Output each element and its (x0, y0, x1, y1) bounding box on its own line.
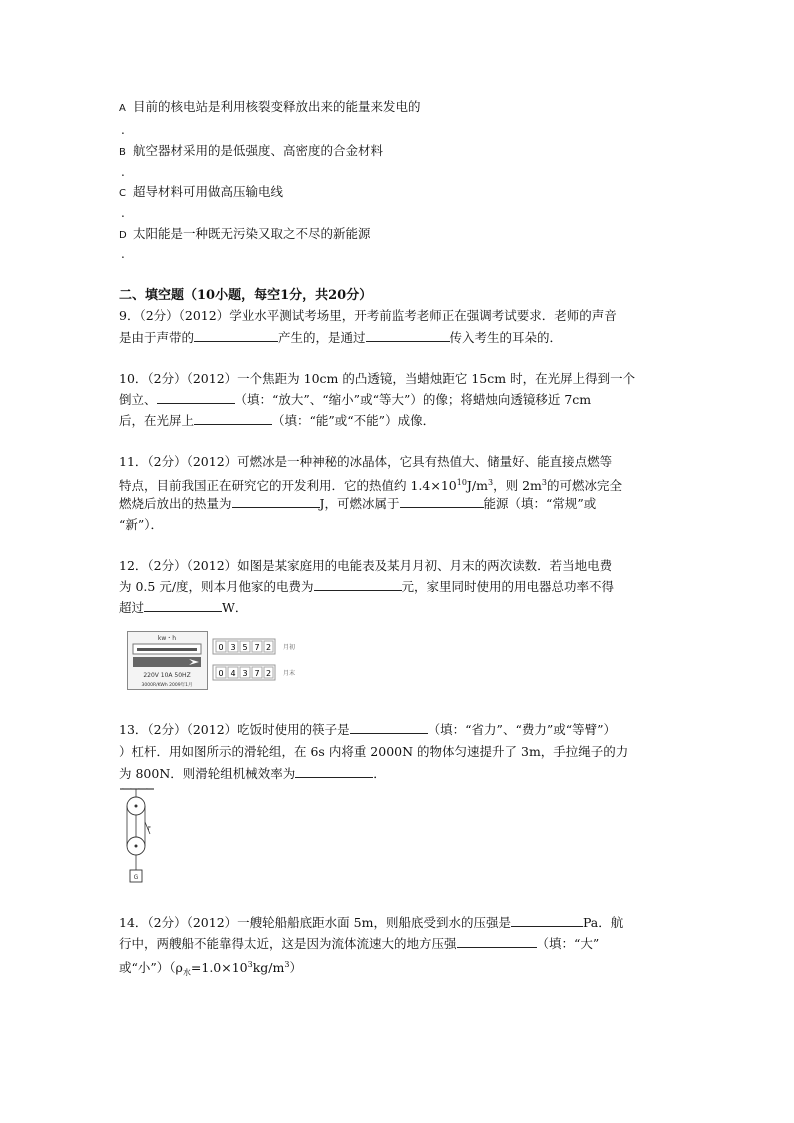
digit: 4 (230, 669, 236, 678)
option-text: 超导材料可用做高压输电线 (133, 184, 284, 199)
digit: 2 (265, 643, 272, 652)
force-label: F (148, 826, 151, 832)
q14-line2 (119, 936, 599, 952)
superscript: 3 (541, 478, 547, 487)
energy-meter-figure (127, 631, 327, 691)
q13-line1 (119, 722, 616, 738)
meter-arrow-band (133, 657, 201, 667)
answer-blank[interactable] (232, 496, 320, 508)
text: Pa．航 (582, 915, 624, 930)
superscript: 10 (456, 478, 467, 487)
text: 14．（2分）（2012）一艘轮船船底距水面 5m，则船底受到水的压强是 (119, 915, 511, 930)
text: 行中，两艘船不能靠得太近，这是因为流体流速大的地方压强 (119, 936, 457, 951)
option-letter: C (119, 188, 126, 199)
text: 13．（2分）（2012）吃饭时使用的筷子是 (119, 722, 350, 737)
superscript: 3 (284, 960, 290, 969)
option-dot: . (121, 247, 125, 261)
option-d (119, 226, 371, 244)
option-dot: . (121, 123, 125, 137)
option-b (119, 143, 383, 161)
option-c (119, 184, 283, 202)
digit: 5 (242, 643, 248, 652)
q10-line1: 10．（2分）（2012）一个焦距为 10cm 的凸透镜，当蜡烛距它 15cm 时，在光屏上得到一个 (119, 371, 636, 386)
axle (135, 805, 138, 808)
meter-disc (137, 648, 197, 651)
reading-start-label: 月初 (283, 644, 296, 651)
reading-start (213, 639, 295, 654)
text: 产生的，是通过 (278, 330, 366, 345)
option-dot: . (121, 206, 125, 220)
text: kg/m (252, 960, 285, 975)
q10-line2 (119, 392, 591, 408)
text: （填：“放大”、“缩小”或“等大”）的像；将蜡烛向透镜移近 7cm (234, 392, 592, 407)
text: （填：“能”或“不能”）成像． (272, 413, 436, 428)
text: 为 0.5 元/度，则本月他家的电费为 (119, 579, 314, 594)
answer-blank[interactable] (350, 722, 428, 734)
answer-blank[interactable] (400, 496, 484, 508)
reading-end-label: 月末 (283, 670, 296, 677)
text: 倒立、 (119, 392, 157, 407)
q11-line4: “新”）． (119, 517, 164, 532)
answer-blank[interactable] (194, 330, 278, 342)
q14-line3 (119, 957, 302, 981)
q14-line1 (119, 915, 623, 931)
q11-line2 (119, 475, 622, 494)
text: 能源（填：“常规”或 (483, 496, 597, 511)
text: 传入考生的耳朵的． (449, 330, 563, 345)
option-letter: D (119, 230, 127, 241)
text: ，则 2m (493, 478, 542, 493)
q10-line3 (119, 413, 435, 429)
reading-end (213, 665, 295, 680)
text: 的可燃冰完全 (546, 478, 622, 493)
q12-line1: 12．（2分）（2012）如图是某家庭用的电能表及某月月初、月末的两次读数．若当地电费 (119, 558, 613, 573)
meter-spec2: 3000R/KWh 2009年1月 (141, 683, 193, 688)
q12-line3 (119, 600, 247, 616)
answer-blank[interactable] (144, 600, 222, 612)
q13-line3 (119, 766, 386, 782)
answer-blank[interactable] (366, 330, 450, 342)
option-letter: A (119, 103, 126, 114)
meter-spec: 220V 10A 50HZ (143, 672, 191, 679)
answer-blank[interactable] (457, 936, 537, 948)
q13-line2: ）杠杆．用如图所示的滑轮组，在 6s 内将重 2000N 的物体匀速提升了 3m，手拉绳子的力 (119, 744, 629, 759)
answer-blank[interactable] (194, 413, 272, 425)
meter-unit: kw・h (157, 635, 177, 642)
q9-line2 (119, 330, 562, 346)
superscript: 3 (247, 960, 253, 969)
option-a (119, 99, 421, 117)
text: 超过 (119, 600, 145, 615)
option-text: 航空器材采用的是低强度、高密度的合金材料 (133, 143, 384, 158)
option-text: 目前的核电站是利用核裂变释放出来的能量来发电的 (133, 99, 421, 114)
answer-blank[interactable] (157, 392, 235, 404)
load-label: G (133, 874, 139, 881)
answer-blank[interactable] (314, 579, 402, 591)
superscript: 3 (488, 478, 494, 487)
text: ） (289, 960, 302, 975)
section-title: 二、填空题（10小题，每空1分，共20分） (119, 288, 373, 303)
text: 燃烧后放出的热量为 (119, 496, 232, 511)
text: ． (373, 766, 386, 781)
digit: 0 (218, 643, 224, 652)
option-letter: B (119, 147, 126, 158)
text: 或“小”）（ρ (119, 960, 183, 975)
q11-line3 (119, 496, 596, 512)
text: 为 800N．则滑轮组机械效率为 (119, 766, 296, 781)
pulley-figure (118, 788, 158, 886)
text: J，可燃冰属于 (319, 496, 400, 511)
digit: 3 (242, 669, 248, 678)
text: 后，在光屏上 (119, 413, 195, 428)
digit: 0 (218, 669, 224, 678)
subscript: 水 (182, 968, 191, 977)
digit: 7 (254, 669, 260, 678)
text: 特点，目前我国正在研究它的开发利用．它的热值约 1.4×10 (119, 478, 457, 493)
q11-line1: 11．（2分）（2012）可燃冰是一种神秘的冰晶体，它具有热值大、储量好、能直接点燃等 (119, 454, 613, 469)
digit: 2 (265, 669, 272, 678)
answer-blank[interactable] (511, 915, 583, 927)
option-dot: . (121, 165, 125, 179)
text: 是由于声带的 (119, 330, 195, 345)
digit: 7 (254, 643, 260, 652)
q9-line1: 9．（2分）（2012）学业水平测试考场里，开考前监考老师正在强调考试要求．老师的声音 (119, 308, 617, 323)
text: W． (222, 600, 248, 615)
text: J/m (466, 478, 488, 493)
text: =1.0×10 (190, 960, 248, 975)
text: （填：“省力”、“费力”或“等臂”） (427, 722, 617, 737)
digit: 3 (230, 643, 236, 652)
option-text: 太阳能是一种既无污染又取之不尽的新能源 (133, 226, 371, 241)
text: （填：“大” (536, 936, 600, 951)
answer-blank[interactable] (295, 766, 373, 778)
q12-line2 (119, 579, 614, 595)
text: 元，家里同时使用的用电器总功率不得 (401, 579, 615, 594)
axle (135, 845, 138, 848)
